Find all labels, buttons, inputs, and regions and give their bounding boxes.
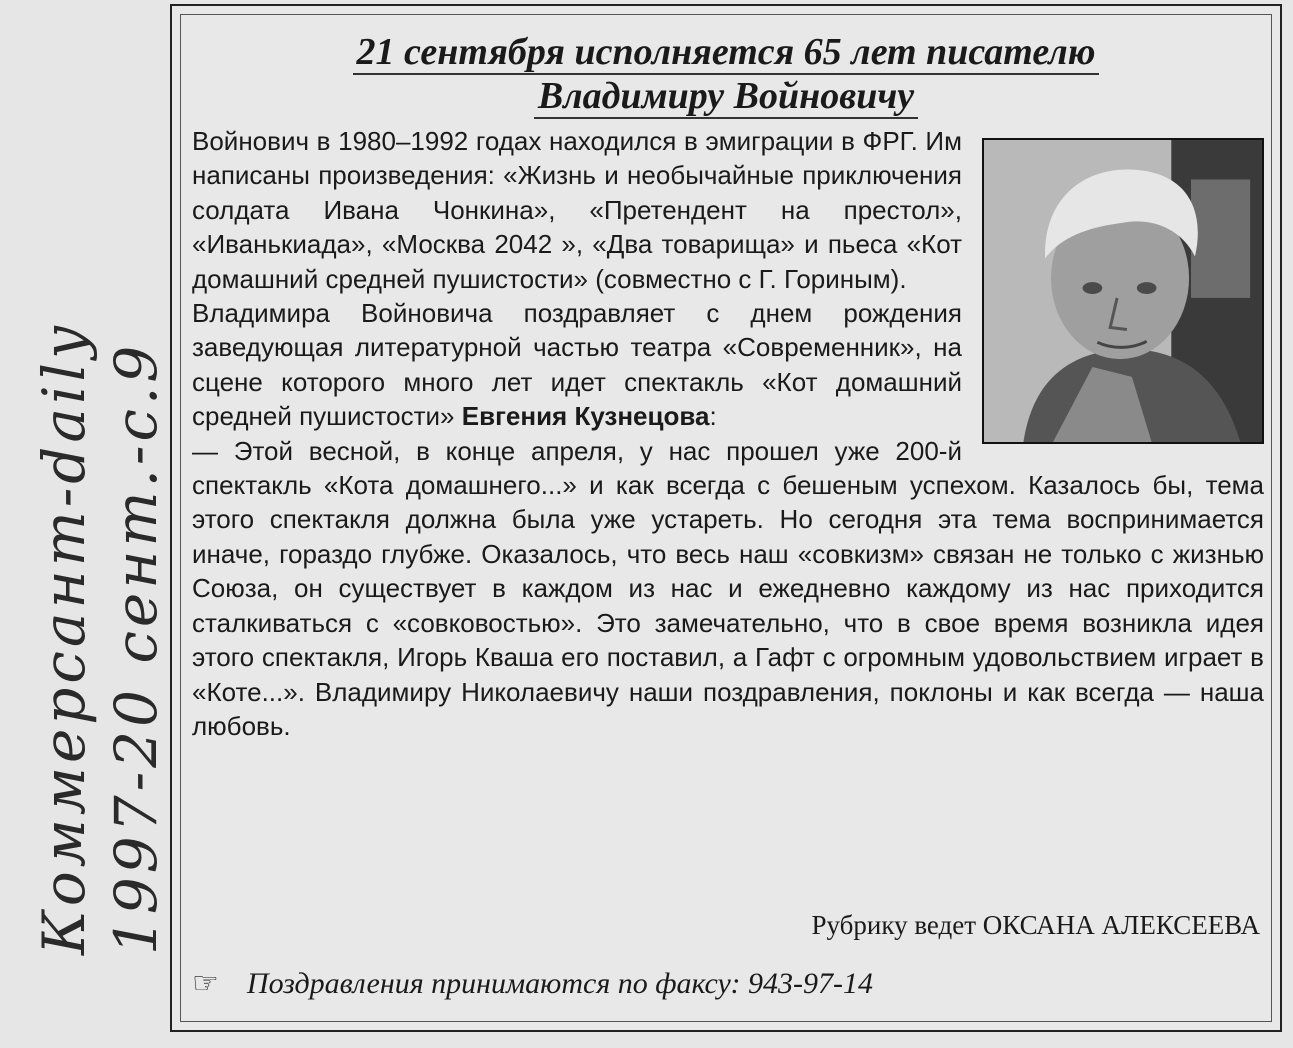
fax-text: Поздравления принимаются по факсу: 943-97-14 xyxy=(246,966,873,1000)
author-name: Евгения Кузнецова xyxy=(461,401,710,432)
headline xyxy=(172,30,1280,118)
rubric-credit: Рубрику ведет ОКСАНА АЛЕКСЕЕВА xyxy=(811,910,1260,940)
handwritten-note-line-2: 1997-20 сент.-с.9 xyxy=(102,341,170,955)
article-frame xyxy=(170,4,1282,1032)
headline-line-1: 21 сентября исполняется 65 лет писателю xyxy=(353,31,1100,75)
article-paragraph-3: — Этой весной, в конце апреля, у нас прошел уже 200-й спектакль «Кота домашнего...» и как всегда с бешеным успехом. Казалось бы, тема этого спектакля должна была уже устареть. Но сегодня эта тема воспринимается иначе, гораздо глубже. Оказалось, что весь наш «совкизм» связан не только с жизнью Союза, он существует в каждом из нас и ежедневно каждому из нас приходится сталкиваться с «совковостью». Это замечательно, что в свое время возникла идея этого спектакля, Игорь Кваша его поставил, а Гафт с огромным удовольствием играет в «Коте...». Владимиру Николаевичу наши поздравления, поклоны и как всегда — наша любовь. xyxy=(192,435,1264,741)
article-paragraph-2: Владимира Войновича поздравляет с днем рождения заведующая литературной частью театра «Современник», на сцене которого много лет идет спектакль «Кот домашний средней пушистости» Евгения Кузнецова: xyxy=(192,298,962,432)
article-paragraph-2-lead: Владимира Войновича поздравляет с днем рождения заведующая литературной частью театра «Современник», на сцене которого много лет идет спектакль «Кот домашний средней пушистости» xyxy=(192,298,962,432)
article-paragraph-1: Войнович в 1980–1992 годах находился в эмиграции в ФРГ. Им написаны произведения: «Жизнь и необычайные приключения солдата Ивана Чонкина», «Претендент на престол», «Иванькиада», «Москва 2042 », «Два товарища» и пьеса «Кот домашний средней пушистости» (совместно с Г. Гориным). xyxy=(192,126,962,294)
headline-line-2: Владимиру Войновичу xyxy=(534,75,918,119)
handwritten-note xyxy=(25,95,175,955)
fax-line xyxy=(192,966,873,1001)
pointing-hand-icon: ☞ xyxy=(192,967,219,1000)
article-body xyxy=(192,124,1264,743)
handwritten-note-line-1: Коммерсант-daily xyxy=(30,322,98,955)
